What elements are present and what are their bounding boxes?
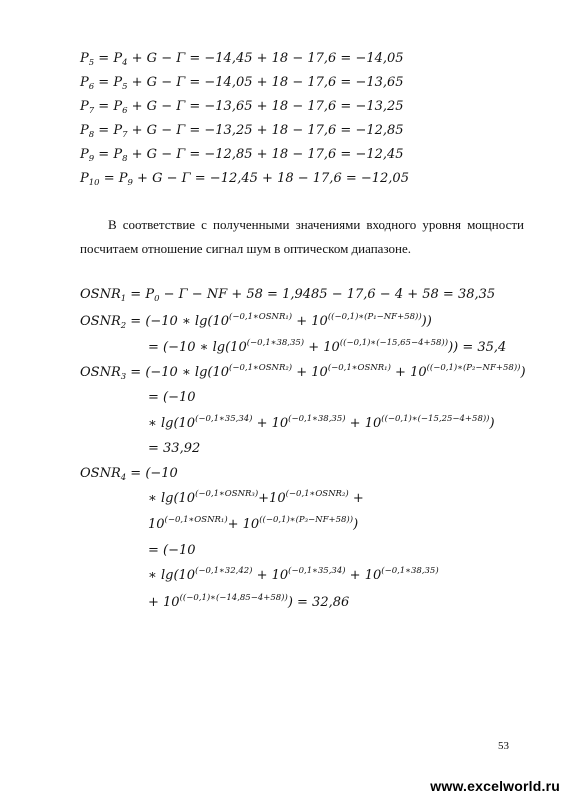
equation-p10: $P_{10} = P_9 + G - \Gamma = -12,45 + 18 - 17,6 = -12,05$	[80, 171, 409, 188]
equation-osnr4-terms: $10^{(-0,1∗OSNR_1)}+ 10^{((-0,1)∗(P_3-NF+58))}$)	[148, 515, 359, 532]
equation-osnr4: $OSNR_4 = (-10$	[80, 466, 178, 483]
equation-osnr3: $OSNR_3 = (-10$ ∗ $\lg(10^{(-0,1∗OSNR_2)} + 10^{(-0,1∗OSNR_1)} + 10^{((-0,1)∗(P_2-NF+58))})$	[80, 363, 526, 382]
watermark: www.excelworld.ru	[430, 778, 560, 794]
equation-osnr3-result: = 33,92	[148, 441, 201, 456]
equation-osnr4-lg-values: ∗ $\lg(10^{(-0,1∗32,42)} + 10^{(-0,1∗35,34)} + 10^{(-0,1∗38,35)}$	[148, 566, 439, 583]
equation-osnr3-lg: ∗ $\lg(10^{(-0,1∗35,34)} + 10^{(-0,1∗38,35)} + 10^{((-0,1)∗(-15,25-4+58))})$	[148, 414, 495, 431]
equation-osnr2-value: = (−10 ∗ $\lg(10^{(-0,1∗38,35)} + 10^{((-0,1)∗(-15,65-4+58))})) = 35,4$	[148, 338, 507, 355]
equation-osnr3-step: = (−10	[148, 390, 196, 405]
equation-p6: $P_6 = P_5 + G - \Gamma = -14,05 + 18 - 17,6 = -13,65$	[80, 75, 404, 92]
equation-osnr4-lg: ∗ $\lg(10^{(-0,1∗OSNR_3)}+10^{(-0,1∗OSNR_2)}$ +	[148, 489, 364, 506]
page-number: 53	[498, 740, 509, 752]
equation-osnr1: $OSNR_1 = P_0 - \Gamma$ − NF + 58 = 1,9485 − 17,6 − 4 + 58 = 38,35	[80, 287, 496, 304]
equation-p7: $P_7 = P_6 + G - \Gamma = -13,65 + 18 - 17,6 = -13,25$	[80, 99, 404, 116]
equation-osnr4-result: + $10^{((-0,1)∗(-14,85-4+58))}) = 32,86$	[148, 593, 350, 610]
equation-p8: $P_8 = P_7 + G - \Gamma = -13,25 + 18 - 17,6 = -12,85$	[80, 123, 404, 140]
equation-p5: $P_5 = P_4 + G - \Gamma = -14,45 + 18 - 17,6 = -14,05$	[80, 51, 404, 68]
equation-osnr4-step: = (−10	[148, 543, 196, 558]
equation-p9: $P_9 = P_8 + G - \Gamma = -12,85 + 18 - 17,6 = -12,45$	[80, 147, 404, 164]
equation-osnr2: $OSNR_2 = (-10$ ∗ $\lg(10^{(-0,1∗OSNR_1)} + 10^{((-0,1)∗(P_1-NF+58))})$)	[80, 312, 432, 331]
body-paragraph: В соответствие с полученными значениями входного уровня мощности посчитаем отношение сигнал шум в оптическом диапазоне.	[80, 217, 524, 256]
